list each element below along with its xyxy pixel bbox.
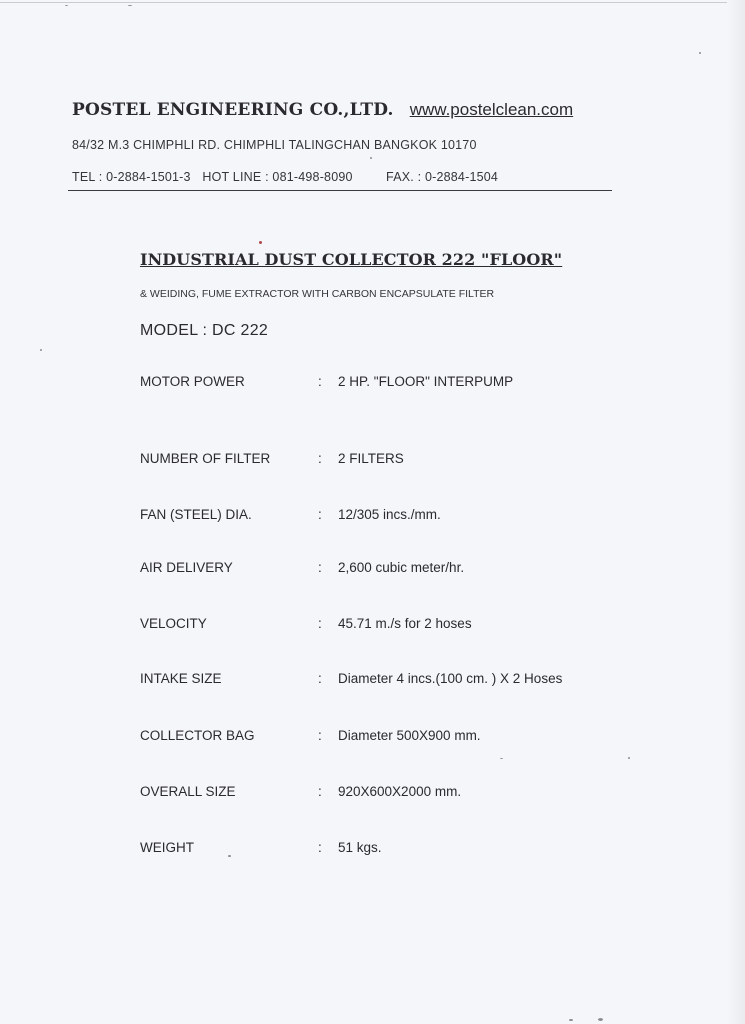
spec-row-air-delivery — [140, 560, 620, 580]
spec-label: WEIGHT — [140, 840, 194, 855]
spec-value: 2 FILTERS — [338, 451, 404, 466]
spec-label: VELOCITY — [140, 616, 207, 631]
scan-right-edge — [727, 0, 745, 1024]
spec-label: OVERALL SIZE — [140, 784, 236, 799]
spec-row-collector-bag — [140, 728, 620, 748]
spec-row-motor-power — [140, 374, 620, 394]
spec-colon: : — [318, 671, 322, 686]
spec-row-overall-size — [140, 784, 620, 804]
spec-value: 2 HP. "FLOOR" INTERPUMP — [338, 374, 514, 389]
company-address: 84/32 M.3 CHIMPHLI RD. CHIMPHLI TALINGCHAN BANGKOK 10170 — [72, 138, 477, 152]
document-title: INDUSTRIAL DUST COLLECTOR 222 "FLOOR" — [140, 250, 563, 269]
spec-label: MOTOR POWER — [140, 374, 245, 389]
spec-label: INTAKE SIZE — [140, 671, 222, 686]
spec-colon: : — [318, 728, 322, 743]
scan-top-edge — [0, 2, 745, 3]
document-subtitle: & WEIDING, FUME EXTRACTOR WITH CARBON ENCAPSULATE FILTER — [140, 288, 495, 300]
spec-colon: : — [318, 507, 322, 522]
spec-value: 51 kgs. — [338, 840, 382, 855]
spec-label: NUMBER OF FILTER — [140, 451, 271, 466]
spec-label: AIR DELIVERY — [140, 560, 233, 575]
fax-number: FAX. : 0-2884-1504 — [386, 170, 499, 184]
spec-value: Diameter 500X900 mm. — [338, 728, 481, 743]
spec-colon: : — [318, 840, 322, 855]
spec-row-velocity — [140, 616, 620, 636]
spec-value: 2,600 cubic meter/hr. — [338, 560, 465, 575]
company-website[interactable]: www.postelclean.com — [409, 100, 574, 119]
spec-colon: : — [318, 784, 322, 799]
model-number: MODEL : DC 222 — [140, 322, 269, 339]
spec-value: 45.71 m./s for 2 hoses — [338, 616, 472, 631]
hotline-number: HOT LINE : 081-498-8090 — [202, 170, 353, 184]
contact-line — [72, 170, 498, 184]
spec-colon: : — [318, 616, 322, 631]
company-header — [72, 100, 573, 120]
header-divider — [68, 190, 612, 191]
spec-colon: : — [318, 451, 322, 466]
tel-number: TEL : 0-2884-1501-3 — [72, 170, 191, 184]
spec-row-weight — [140, 840, 620, 860]
spec-row-fan-diameter — [140, 507, 620, 527]
spec-value: 920X600X2000 mm. — [338, 784, 462, 799]
spec-value: Diameter 4 incs.(100 cm. ) X 2 Hoses — [338, 671, 563, 686]
spec-label: COLLECTOR BAG — [140, 728, 255, 743]
company-name: POSTEL ENGINEERING CO.,LTD. — [72, 100, 394, 120]
spec-label: FAN (STEEL) DIA. — [140, 507, 252, 522]
spec-value: 12/305 incs./mm. — [338, 507, 441, 522]
spec-colon: : — [318, 560, 322, 575]
spec-row-number-of-filter — [140, 451, 620, 471]
spec-row-intake-size — [140, 671, 620, 691]
spec-colon: : — [318, 374, 322, 389]
